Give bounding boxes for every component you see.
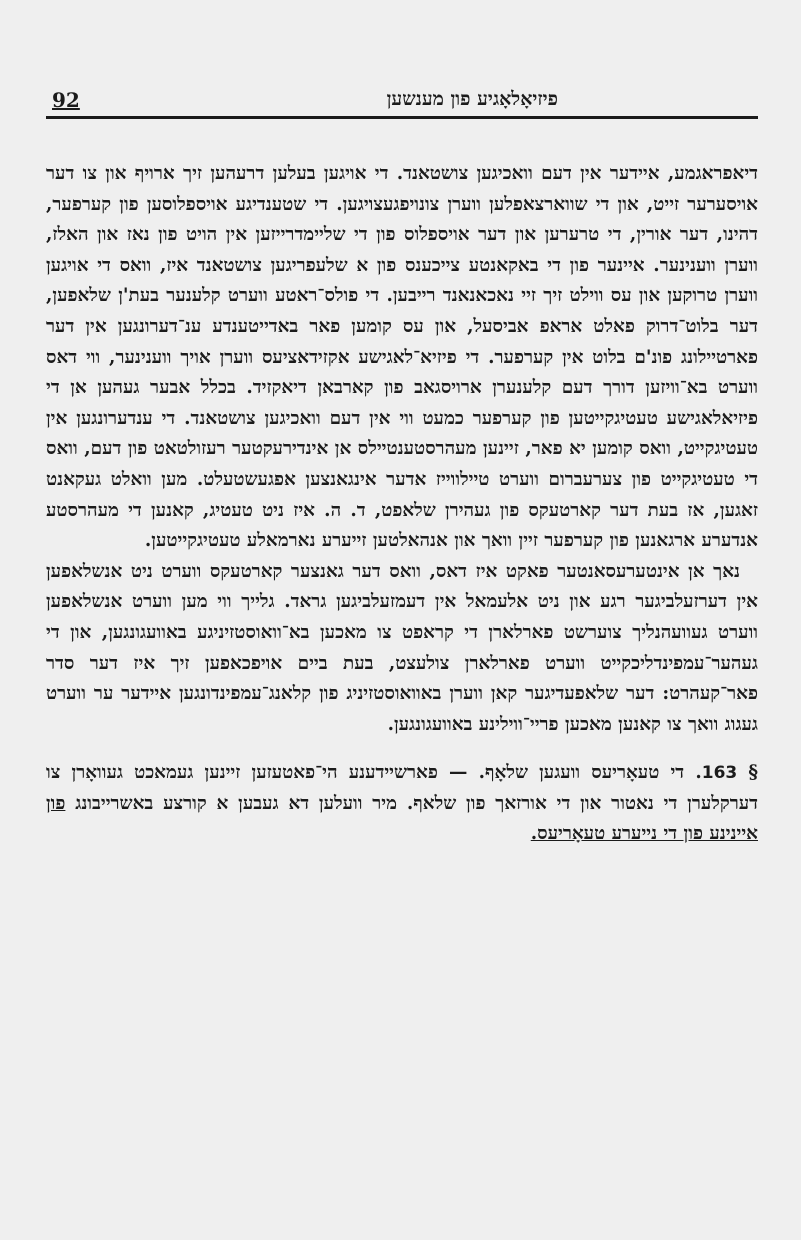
running-header-title: פיזיאָלאָגיע פון מענשען [386,88,558,110]
section-text-last: פון איינינע פון די נייערע טעאָריעס. [46,792,758,845]
section-dash: — [449,762,468,784]
section-number: 163 [701,763,738,784]
section-163: § 163. די טעאָריעס וועגען שלאָף. — פארשיידענע הי־פאטעזען זיינען געמאכט געוואָרן צו דערקלערן די נאטור און די אורזאך פון שלאף. מיר וועלען דא געבען א קורצע באשרייבונג פון איינינע פון די נייערע טעאָריעס. [46,762,759,845]
page-number: 92 [52,88,80,112]
main-text [46,159,758,850]
paragraph-2: נאך אן אינטערעסאנטער פאקט איז דאס, וואס דער גאנצער קארטעקס ווערט ניט אנשלאפען אין דערזעלביגער רגע און ניט אלעמאל אין דעמזעלביגען גראד. גלייך ווי מען ווערט אנשלאפען ווערט געוועהנליך צוערשט פארלארן די קראפט צו מאכען בא־וואוסטזיניגע באוועגונגען, און די געהער־עמפינדליכקייט ווערט פארלארן צולעצט, בעת ביים אויפכאפען זיך איז דער סדר פאר־קעהרט: דער שלאפעדיגער קאן ווערן באוואוסטזיניג פון קלאנג־עמפינדונגען איידער ער ווערט געגוג וואך צו קאנען מאכען פריי־ווילינע באוועגונגען. [46,560,758,735]
section-text: פארשיידענע הי־פאטעזען זיינען געמאכט געוואָרן צו דערקלערן די נאטור און די אורזאך פון שלאף. מיר וועלען דא געבען א קורצע באשרייבונג [46,762,759,814]
paragraph-1: דיאפראגמע, איידער אין דעם וואכיגען צושטאנד. די אויגען בעלען דרעהען זיך ארויף און צו דער אויסערער זייט, און די שווארצאפלען ווערן צונויפגעצויגען. די שטענדיגע אויספלוסען פון קערפער, דהינו, דער אורין, די טרערען און דער אויספלוס פון די שליימדרייזען אין הויט פון נאז און האלז, ווערן ווענינער. איינער פון די באקאנטע צייכענס פון א שלעפריגען צושטאנד איז, וואס די אויגען ווערן טרוקען און עס ווילט זיך זיי נאכאנאנד רייבען. די פולס־ראטע ווערט קלענער בעת'ן שלאפען, דער בלוט־דרוק פאלט אראפ אביסעל, און עס קומען פאר באדייטענדע ענ־דערונגען אין דער פארטיילונג פונ'ם בלוט אין קערפער. די פיזיא־לאגישע אקזידאציעס ווערן אויך ווענינער, ווי דאס ווערט בא־וויזען דורך דעם קלענערן ארויסגאב פון קארבאן דיאקזיד. בכלל אבער געהען אן די פיזיאלאגישע טעטיגקייטען פון קערפער כמעט ווי אין דעם וואכיגען צושטאנד. די ענדערונגען אין טעטיגקייט, וואס קומען יא פאר, זיינען מעהרסטענטיילס אן אינדירעקטער רעזולטאט פון דעם, וואס די טעטיגקייט פון צערעברום ווערט טיילווייז אדער אינגאנצען אפגעשטעלט. מען וואלט געקאנט זאגען, אז בעת דער קארטעקס פון געהירן שלאפט, ד. ה. איז ניט טעטיג, קאנען די מעהרסטע אנדערע ארגאנען פון קערפער זיין וואך און אנהאלטען זייערע נארמאלע טעטיגקייטען. [46,163,758,552]
section-sign: § [748,762,759,784]
section-title: די טעאָריעס וועגען שלאָף [485,762,685,784]
book-page [46,86,758,850]
running-header [46,86,758,119]
